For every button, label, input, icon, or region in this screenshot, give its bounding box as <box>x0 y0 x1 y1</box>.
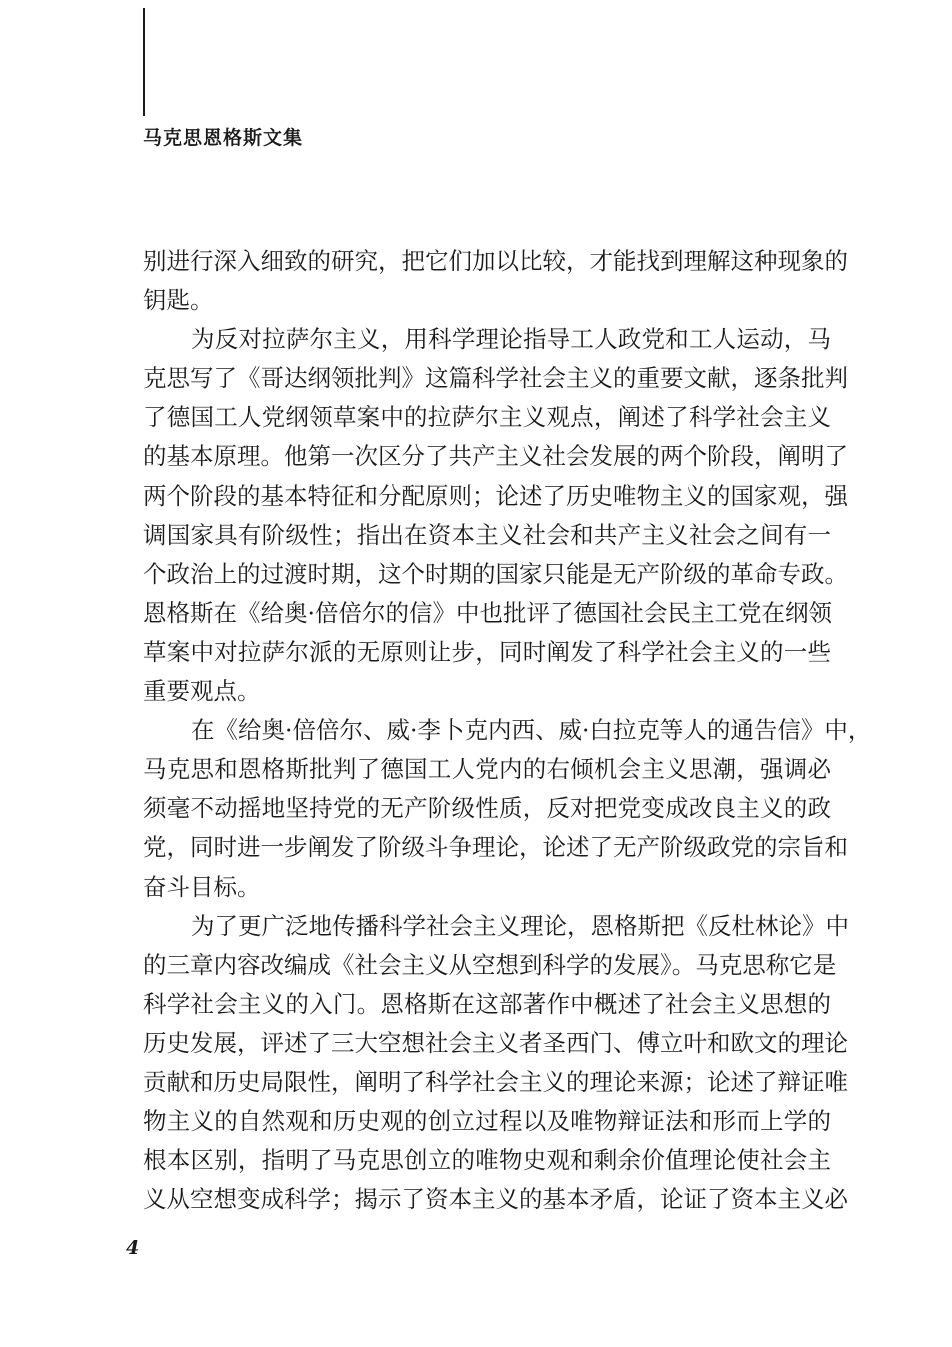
running-title: 马克思恩格斯文集 <box>143 127 304 149</box>
text-line: 别进行深入细致的研究，把它们加以比较，才能找到理解这种现象的 <box>143 247 848 275</box>
paragraph <box>143 242 848 320</box>
page-number: 4 <box>126 1237 140 1259</box>
paragraph <box>143 320 848 711</box>
text-line: 物主义的自然观和历史观的创立过程以及唯物辩证法和形而上学的 <box>143 1107 831 1136</box>
text-line: 义从空想变成科学；揭示了资本主义的基本矛盾，论证了资本主义必 <box>143 1185 848 1214</box>
text-line: 在《给奥·倍倍尔、威·李卜克内西、威·白拉克等人的通告信》中， <box>191 716 872 745</box>
text-line: 两个阶段的基本特征和分配原则；论述了历史唯物主义的国家观，强 <box>143 481 848 510</box>
text-line: 根本区别，指明了马克思创立的唯物史观和剩余价值理论使社会主 <box>143 1146 831 1175</box>
text-line: 的三章内容改编成《社会主义从空想到科学的发展》。马克思称它是 <box>143 950 837 979</box>
text-line: 的基本原理。他第一次区分了共产主义社会发展的两个阶段，阐明了 <box>143 442 848 471</box>
text-line: 为了更广泛地传播科学社会主义理论，恩格斯把《反杜林论》中 <box>191 911 849 940</box>
text-line: 党，同时进一步阐发了阶级斗争理论，论述了无产阶级政党的宗旨和 <box>143 833 848 862</box>
paragraph <box>143 711 872 906</box>
text-line: 克思写了《哥达纲领批判》这篇科学社会主义的重要文献，逐条批判 <box>143 364 848 393</box>
text-line: 恩格斯在《给奥·倍倍尔的信》中也批评了德国社会民主工党在纲领 <box>143 598 832 627</box>
text-line: 重要观点。 <box>143 677 261 706</box>
text-line: 草案中对拉萨尔派的无原则让步，同时阐发了科学社会主义的一些 <box>143 637 831 666</box>
text-line: 钥匙。 <box>143 286 214 315</box>
text-line: 须毫不动摇地坚持党的无产阶级性质，反对把党变成改良主义的政 <box>143 794 831 823</box>
text-line: 贡献和历史局限性，阐明了科学社会主义的理论来源；论述了辩证唯 <box>143 1067 848 1096</box>
text-line: 科学社会主义的入门。恩格斯在这部著作中概述了社会主义思想的 <box>143 989 831 1018</box>
text-line: 个政治上的过渡时期，这个时期的国家只能是无产阶级的革命专政。 <box>143 559 848 588</box>
text-line: 奋斗目标。 <box>143 872 261 901</box>
paragraph <box>143 907 849 1220</box>
text-line: 了德国工人党纲领草案中的拉萨尔主义观点，阐述了科学社会主义 <box>143 403 831 432</box>
text-line: 调国家具有阶级性；指出在资本主义社会和共产主义社会之间有一 <box>143 520 831 549</box>
header-rule <box>143 8 145 116</box>
body-text <box>143 242 872 1219</box>
text-line: 马克思和恩格斯批判了德国工人党内的右倾机会主义思潮，强调必 <box>143 755 831 784</box>
text-line: 为反对拉萨尔主义，用科学理论指导工人政党和工人运动，马 <box>191 325 831 354</box>
text-line: 历史发展，评述了三大空想社会主义者圣西门、傅立叶和欧文的理论 <box>143 1028 848 1057</box>
